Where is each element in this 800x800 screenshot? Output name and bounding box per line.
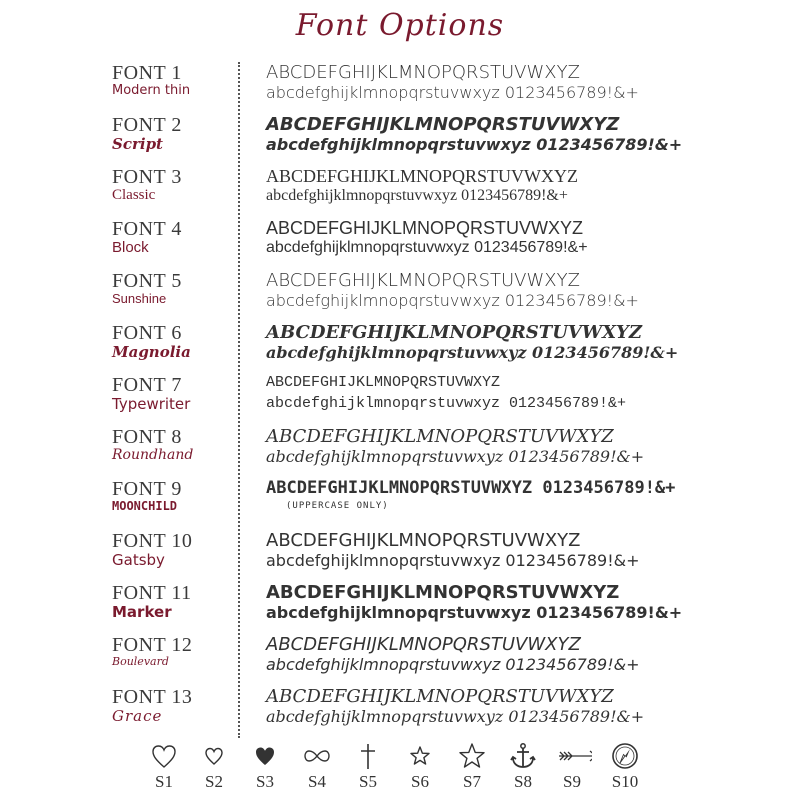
font-name: Block (112, 239, 149, 256)
uppercase-only-note: (UPPERCASE ONLY) (286, 501, 389, 511)
symbol-label: S7 (463, 772, 481, 791)
font-label: FONT 3 (112, 166, 182, 188)
font-label: FONT 5 (112, 270, 182, 292)
arrow-icon (552, 742, 592, 770)
font-option-11 (0, 582, 800, 634)
compass-icon (611, 742, 639, 770)
lowercase-sample: abcdefghijklmnopqrstuvwxyz 0123456789!&+ (266, 655, 640, 674)
font-option-9 (0, 478, 800, 530)
symbol-s8 (503, 742, 543, 792)
font-label: FONT 12 (112, 634, 193, 656)
cross-icon (354, 742, 382, 770)
symbol-label: S2 (205, 772, 223, 791)
font-option-5 (0, 270, 800, 322)
lowercase-sample: abcdefghijklmnopqrstuvwxyz 0123456789!&+ (266, 135, 683, 154)
font-label: FONT 10 (112, 530, 193, 552)
font-option-4 (0, 218, 800, 270)
font-name: Magnolia (112, 343, 191, 361)
font-name: Script (112, 135, 163, 153)
lowercase-sample: abcdefghijklmnopqrstuvwxyz 0123456789!&+ (266, 187, 568, 204)
lowercase-sample: abcdefghijklmnopqrstuvwxyz 0123456789!&+ (266, 707, 645, 726)
symbol-label: S4 (308, 772, 326, 791)
symbol-s7 (452, 742, 492, 792)
symbol-options (0, 742, 800, 800)
anchor-icon (509, 742, 537, 770)
symbol-s4 (297, 742, 337, 792)
font-label: FONT 2 (112, 114, 182, 136)
font-label: FONT 8 (112, 426, 182, 448)
font-option-13 (0, 686, 800, 738)
symbol-label: S9 (563, 772, 581, 791)
font-label: FONT 4 (112, 218, 182, 240)
heart-outline-icon (150, 742, 178, 770)
uppercase-sample: ABCDEFGHIJKLMNOPQRSTUVWXYZ (266, 322, 643, 343)
infinity-icon (303, 742, 331, 770)
font-option-10 (0, 530, 800, 582)
symbol-s1 (144, 742, 184, 792)
uppercase-sample: ABCDEFGHIJKLMNOPQRSTUVWXYZ (266, 426, 614, 447)
star-outline-icon (406, 742, 434, 770)
lowercase-sample: abcdefghijklmnopqrstuvwxyz 0123456789!&+ (266, 291, 639, 310)
font-option-8 (0, 426, 800, 478)
symbol-label: S1 (155, 772, 173, 791)
uppercase-sample: ABCDEFGHIJKLMNOPQRSTUVWXYZ (266, 114, 620, 135)
symbol-s6 (400, 742, 440, 792)
uppercase-sample: ABCDEFGHIJKLMNOPQRSTUVWXYZ (266, 218, 584, 238)
font-name: Marker (112, 603, 172, 621)
font-option-6 (0, 322, 800, 374)
symbol-label: S10 (611, 772, 639, 791)
font-label: FONT 9 (112, 478, 182, 500)
uppercase-sample: ABCDEFGHIJKLMNOPQRSTUVWXYZ 0123456789!&+ (266, 478, 676, 498)
page-title: Font Options (295, 8, 505, 43)
lowercase-sample: abcdefghijklmnopqrstuvwxyz 0123456789!&+ (266, 603, 683, 622)
font-option-7 (0, 374, 800, 426)
font-name: MOONCHILD (112, 499, 178, 513)
heart-filled-icon (251, 742, 279, 770)
lowercase-sample: abcdefghijklmnopqrstuvwxyz 0123456789!&+ (266, 83, 639, 102)
symbol-label: S5 (359, 772, 377, 791)
uppercase-sample: ABCDEFGHIJKLMNOPQRSTUVWXYZ (266, 374, 501, 391)
uppercase-sample: ABCDEFGHIJKLMNOPQRSTUVWXYZ (266, 634, 581, 655)
font-name: Classic (112, 187, 156, 203)
uppercase-sample: ABCDEFGHIJKLMNOPQRSTUVWXYZ (266, 62, 580, 83)
font-name: Grace (112, 707, 163, 725)
font-name: Roundhand (112, 447, 194, 463)
font-label: FONT 6 (112, 322, 182, 344)
symbol-label: S8 (514, 772, 532, 791)
lowercase-sample: abcdefghijklmnopqrstuvwxyz 0123456789!&+ (266, 239, 588, 256)
symbol-label: S6 (411, 772, 429, 791)
symbol-s3 (245, 742, 285, 792)
heart-small-outline-icon (200, 742, 228, 770)
lowercase-sample: abcdefghijklmnopqrstuvwxyz 0123456789!&+ (266, 343, 679, 362)
uppercase-sample: ABCDEFGHIJKLMNOPQRSTUVWXYZ (266, 686, 614, 707)
symbol-s2 (194, 742, 234, 792)
font-label: FONT 7 (112, 374, 182, 396)
font-option-1 (0, 62, 800, 114)
font-label: FONT 13 (112, 686, 193, 708)
symbol-s5 (348, 742, 388, 792)
font-name: Boulevard (112, 655, 169, 668)
symbol-s9 (552, 742, 592, 792)
font-name: Sunshine (112, 291, 167, 306)
lowercase-sample: abcdefghijklmnopqrstuvwxyz 0123456789!&+ (266, 551, 640, 570)
star-outline-icon (458, 742, 486, 770)
uppercase-sample: ABCDEFGHIJKLMNOPQRSTUVWXYZ (266, 166, 579, 186)
lowercase-sample: abcdefghijklmnopqrstuvwxyz 0123456789!&+ (266, 447, 645, 466)
uppercase-sample: ABCDEFGHIJKLMNOPQRSTUVWXYZ (266, 582, 620, 603)
uppercase-sample: ABCDEFGHIJKLMNOPQRSTUVWXYZ (266, 270, 580, 291)
symbol-s10 (605, 742, 645, 792)
font-option-12 (0, 634, 800, 686)
symbol-label: S3 (256, 772, 274, 791)
font-name: Gatsby (112, 551, 165, 569)
lowercase-sample: abcdefghijklmnopqrstuvwxyz 0123456789!&+ (266, 395, 627, 412)
font-name: Modern thin (112, 83, 191, 98)
font-name: Typewriter (112, 395, 191, 413)
font-label: FONT 11 (112, 582, 192, 604)
font-label: FONT 1 (112, 62, 182, 84)
font-option-3 (0, 166, 800, 218)
font-option-2 (0, 114, 800, 166)
uppercase-sample: ABCDEFGHIJKLMNOPQRSTUVWXYZ (266, 530, 581, 551)
